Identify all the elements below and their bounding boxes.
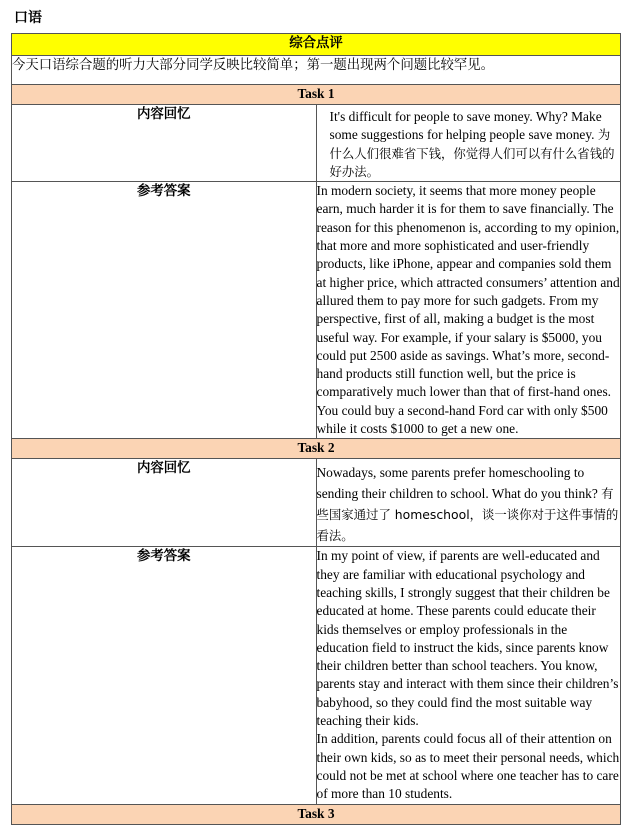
page-title: 口语: [14, 10, 42, 26]
task-2-answer-content: [316, 547, 621, 804]
task-1-recall-en: It's difficult for people to save money. Why? Make some suggestions for helping people save money.: [329, 109, 602, 143]
task-2-recall-zh: 有些国家通过了 homeschool，谈一谈你对于这件事情的看法。: [316, 486, 619, 544]
task-3-header-row: [12, 804, 621, 824]
task-2-recall-en: Nowadays, some parents prefer homeschooling to sending their children to school. What do you think?: [316, 465, 598, 502]
speaking-table: [11, 33, 621, 825]
task-3-title: Task 3: [12, 804, 621, 824]
summary-header-row: [12, 34, 621, 56]
summary-header: 综合点评: [12, 34, 621, 56]
task-1-answer-text: In modern society, it seems that more money people earn, much harder it is for them to save financially. The reason for this phenomenon is, according to my opinion, that more and more sophisticated and user-friendly products, like iPhone, appear and companies sold them at higher price, which attracted consumers’ attention and allured them to pay more for such gadgets. From my perspective, first of all, making a budget is the most useful way. For example, if your salary is $5000, you could put 2500 aside as savings. What’s more, second-hand products still function well, but the price is comparatively much lower than that of first-hand ones. You could buy a second-hand Ford car with only $500 while it costs $1000 to get a new one.: [316, 182, 621, 439]
task-1-recall-zh: 为什么人们很难省下钱，你觉得人们可以有什么省钱的好办法。: [329, 127, 615, 179]
task-2-answer-label: 参考答案: [12, 547, 317, 804]
task-1-recall-label: 内容回忆: [12, 105, 317, 182]
task-2-recall-label: 内容回忆: [12, 459, 317, 547]
task-2-header-row: [12, 439, 621, 459]
task-2-recall-content: [316, 459, 621, 547]
task-2-title: Task 2: [12, 439, 621, 459]
task-2-recall-row: [12, 459, 621, 547]
task-1-recall-content: [316, 105, 621, 182]
task-2-answer-paragraph-2: In addition, parents could focus all of their attention on their own kids, so as to meet their personal needs, which could not be met at school where one teacher has to care of more than 10 students.: [316, 731, 620, 802]
task-1-title: Task 1: [12, 85, 621, 105]
task-1-header-row: [12, 85, 621, 105]
task-2-answer-paragraph-1: In my point of view, if parents are well-educated and they are familiar with educational psychology and teaching skills, I strongly suggest that their children be educated at home. These parents could educate their kids themselves or employ professionals in the education field to instruct the kids, since parents know their children better than school teachers. You know, parents stay and interact with them since their children’s babyhood, so they could find the most suitable way teaching their kids.: [316, 548, 619, 729]
task-1-answer-label: 参考答案: [12, 182, 317, 439]
summary-row: [12, 56, 621, 85]
task-1-recall-row: [12, 105, 621, 182]
task-2-answer-row: [12, 547, 621, 804]
task-1-answer-row: [12, 182, 621, 439]
summary-text: 今天口语综合题的听力大部分同学反映比较简单；第一题出现两个问题比较罕见。: [12, 56, 621, 85]
